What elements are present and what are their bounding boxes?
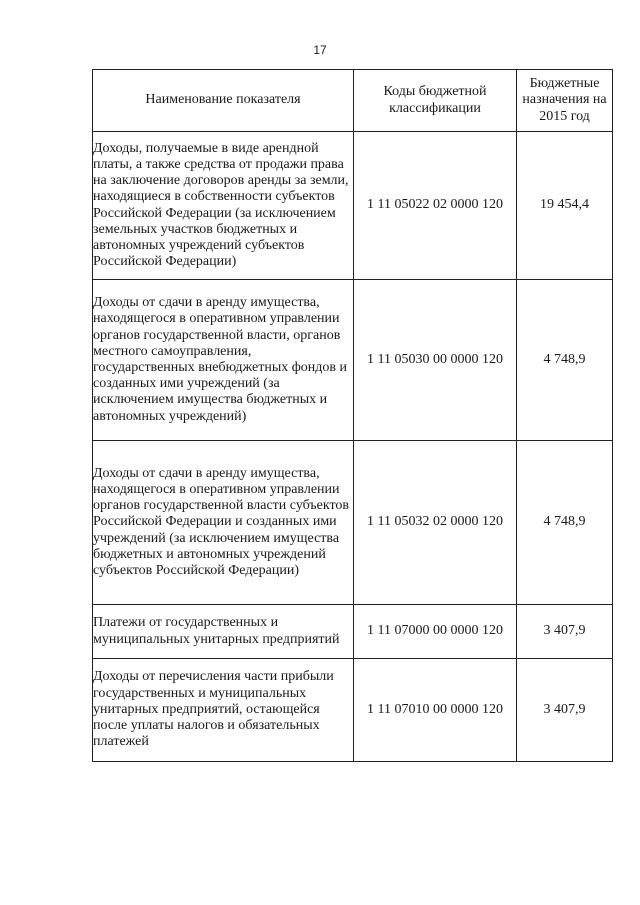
row-budget-value: 3 407,9 [517, 659, 613, 762]
table-row [93, 280, 613, 441]
row-indicator-name: Доходы от перечисления части прибыли государственных и муниципальных унитарных предприятий, остающейся после уплаты налогов и обязательных платежей [93, 659, 354, 762]
row-indicator-name: Доходы от сдачи в аренду имущества, находящегося в оперативном управлении органов государственной власти субъектов Российской Федерации и созданных ими учреждений (за исключением имущества бюджетных и автономных учреждений субъектов Российской Федерации) [93, 441, 354, 605]
table-row [93, 605, 613, 659]
table-header-row [93, 70, 613, 132]
table-row [93, 132, 613, 280]
header-budget-allocations: Бюджетные назначения на 2015 год [517, 70, 613, 132]
page-number: 17 [313, 43, 327, 57]
row-budget-value: 4 748,9 [517, 280, 613, 441]
row-budget-code: 1 11 07000 00 0000 120 [354, 605, 517, 659]
row-budget-code: 1 11 05030 00 0000 120 [354, 280, 517, 441]
table-row [93, 441, 613, 605]
row-budget-value: 19 454,4 [517, 132, 613, 280]
row-budget-code: 1 11 07010 00 0000 120 [354, 659, 517, 762]
row-indicator-name: Доходы от сдачи в аренду имущества, находящегося в оперативном управлении органов государственной власти, органов местного самоуправления, государственных внебюджетных фондов и созданных ими учреждений (за исключением имущества бюджетных и автономных учреждений) [93, 280, 354, 441]
budget-table [92, 69, 613, 762]
row-indicator-name: Платежи от государственных и муниципальных унитарных предприятий [93, 605, 354, 659]
row-budget-value: 3 407,9 [517, 605, 613, 659]
table-row [93, 659, 613, 762]
row-budget-code: 1 11 05032 02 0000 120 [354, 441, 517, 605]
header-indicator-name: Наименование показателя [93, 70, 354, 132]
row-budget-code: 1 11 05022 02 0000 120 [354, 132, 517, 280]
header-budget-codes: Коды бюджетной классификации [354, 70, 517, 132]
row-budget-value: 4 748,9 [517, 441, 613, 605]
row-indicator-name: Доходы, получаемые в виде арендной платы, а также средства от продажи права на заключение договоров аренды за земли, находящиеся в собственности субъектов Российской Федерации (за исключением земельных участков бюджетных и автономных учреждений субъектов Российской Федерации) [93, 132, 354, 280]
